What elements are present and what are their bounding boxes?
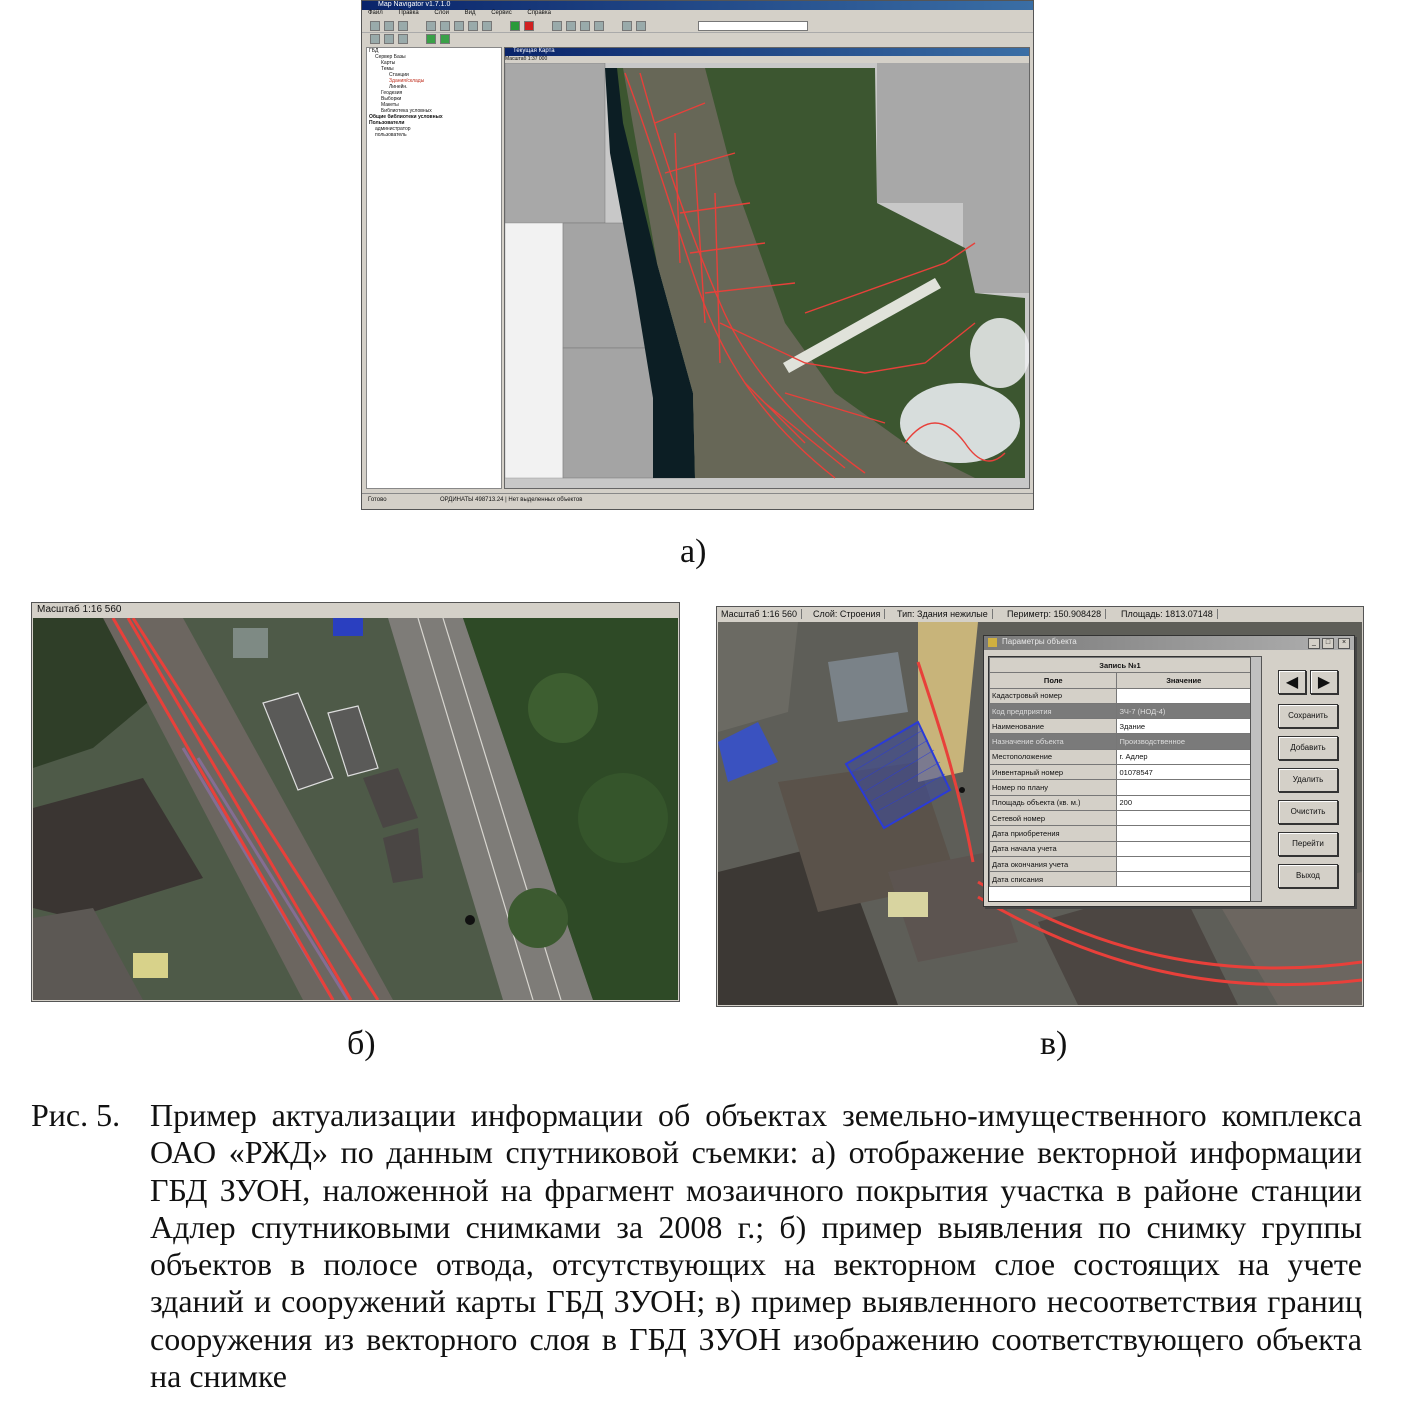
table-row[interactable] xyxy=(990,780,1251,795)
record-title: Запись №1 xyxy=(990,658,1251,673)
status-scale: Масштаб 1:16 560 xyxy=(721,609,802,619)
field-value-input[interactable] xyxy=(1117,826,1251,841)
tree-node[interactable]: Выборки xyxy=(381,96,402,102)
save-icon[interactable] xyxy=(398,21,408,31)
tree-node[interactable]: ГБД xyxy=(369,48,379,54)
field-name: Назначение объекта xyxy=(990,734,1117,749)
field-name: Площадь объекта (кв. м.) xyxy=(990,795,1117,810)
tree-node[interactable]: Карты xyxy=(381,60,396,66)
field-value-input[interactable]: Здание xyxy=(1117,719,1251,734)
zoom-in-icon[interactable] xyxy=(440,21,450,31)
table-row[interactable] xyxy=(990,795,1251,810)
field-value-input[interactable]: г. Адлер xyxy=(1117,749,1251,764)
tree-node[interactable]: Станции xyxy=(389,72,409,78)
map-window-title: Текущая Карта xyxy=(513,48,555,54)
menu-item-file[interactable]: Файл xyxy=(368,10,383,16)
measure-icon[interactable] xyxy=(552,21,562,31)
menu-item-help[interactable]: Справка xyxy=(527,10,551,16)
tree-node[interactable]: администратор xyxy=(375,126,411,132)
tree-collapse-icon[interactable] xyxy=(384,34,394,44)
figure-number: Рис. 5. xyxy=(31,1097,121,1133)
table-row[interactable] xyxy=(990,703,1251,718)
field-name: Кадастровый номер xyxy=(990,688,1117,703)
field-value-input[interactable]: Производственное xyxy=(1117,734,1251,749)
red-dot-icon[interactable] xyxy=(524,21,534,31)
tree-node[interactable]: Общие библиотеки условных xyxy=(369,114,443,120)
screenshot-b-satellite-fragment xyxy=(31,602,680,1002)
map-window-title-bar xyxy=(505,48,1029,56)
app-title: Map Navigator v1.7.1.0 xyxy=(378,1,451,8)
field-value-input[interactable]: 200 xyxy=(1117,795,1251,810)
field-name: Дата окончания учета xyxy=(990,856,1117,871)
menu-item-layers[interactable]: Слои xyxy=(434,10,449,16)
field-name: Местоположение xyxy=(990,749,1117,764)
field-name: Код предприятия xyxy=(990,703,1117,718)
status-coordinates: ОРДИНАТЫ 498713.24 | Нет выделенных объектов xyxy=(440,497,583,503)
label-c: в) xyxy=(1040,1025,1068,1062)
tree-expand-icon[interactable] xyxy=(370,34,380,44)
table-row[interactable] xyxy=(990,810,1251,825)
field-value-input[interactable] xyxy=(1117,872,1251,887)
clear-button[interactable]: Очистить xyxy=(1278,800,1338,824)
zoom-out-icon[interactable] xyxy=(454,21,464,31)
table-row[interactable] xyxy=(990,765,1251,780)
add-button[interactable]: Добавить xyxy=(1278,736,1338,760)
menu-item-view[interactable]: Вид xyxy=(464,10,476,16)
dialog-title-bar xyxy=(984,636,1354,650)
app-title-bar xyxy=(362,1,1033,10)
attribute-grid xyxy=(988,656,1252,902)
map-status-bar xyxy=(717,607,1363,621)
object-parameters-dialog xyxy=(983,635,1355,907)
table-row[interactable] xyxy=(990,688,1251,703)
open-icon[interactable] xyxy=(384,21,394,31)
status-bar xyxy=(362,493,1033,508)
table-row[interactable] xyxy=(990,719,1251,734)
dialog-title: Параметры объекта xyxy=(1002,637,1077,646)
layer-tree[interactable] xyxy=(366,47,502,489)
table-row[interactable] xyxy=(990,826,1251,841)
field-value-input[interactable] xyxy=(1117,780,1251,795)
tree-node[interactable]: Геодезия xyxy=(381,90,403,96)
satellite-map-view[interactable] xyxy=(33,618,678,1000)
status-layer: Слой: Строения xyxy=(813,609,885,619)
new-icon[interactable] xyxy=(370,21,380,31)
column-header-value: Значение xyxy=(1117,673,1251,688)
tree-node[interactable]: Макеты xyxy=(381,102,399,108)
maximize-icon[interactable]: □ xyxy=(1322,638,1334,649)
print-icon[interactable] xyxy=(594,21,604,31)
tree-node[interactable]: Сервер Базы xyxy=(375,54,406,60)
menu-bar xyxy=(362,10,1033,18)
field-value-input[interactable] xyxy=(1117,688,1251,703)
status-perimeter: Периметр: 150.908428 xyxy=(1007,609,1106,619)
field-name: Инвентарный номер xyxy=(990,765,1117,780)
goto-button[interactable]: Перейти xyxy=(1278,832,1338,856)
tree-node[interactable]: пользователь xyxy=(375,132,407,138)
select-icon[interactable] xyxy=(566,21,576,31)
table-row[interactable] xyxy=(990,872,1251,887)
tree-node[interactable]: Библиотека условных xyxy=(381,108,432,114)
table-row[interactable] xyxy=(990,734,1251,749)
column-header-field: Поле xyxy=(990,673,1117,688)
screenshot-c-object-dialog xyxy=(716,606,1364,1007)
table-row[interactable] xyxy=(990,856,1251,871)
exit-button[interactable]: Выход xyxy=(1278,864,1338,888)
tree-node[interactable]: Здания/склады xyxy=(389,78,425,84)
scale-bar xyxy=(32,603,679,617)
secondary-toolbar xyxy=(362,32,502,45)
field-value-input[interactable]: ЗЧ-7 (НОД-4) xyxy=(1117,703,1251,718)
field-name: Сетевой номер xyxy=(990,810,1117,825)
figure-caption: Пример актуализации информации об объектах земельно-имущественного комплекса ОАО «РЖД» по данным спутниковой съемки: а) отображение векторной информации ГБД ЗУОН, наложенной на фрагмент мозаичного покрытия участка в районе станции Адлер спутниковыми снимками за 2008 г.; б) пример выявления по снимку группы объектов в полосе отвода, отсутствующих на векторном слое состоящих на учете зданий и сооружений карты ГБД ЗУОН; в) пример выявленного несоответствия границ сооружения из векторного слоя в ГБД ЗУОН изображению соответствующего объекта на снимке xyxy=(150,1097,1362,1395)
field-name: Дата приобретения xyxy=(990,826,1117,841)
properties-icon[interactable] xyxy=(398,34,408,44)
tree-node[interactable]: Пользователи xyxy=(369,120,405,126)
pause-icon[interactable] xyxy=(440,34,450,44)
layer-icon[interactable] xyxy=(580,21,590,31)
status-area: Площадь: 1813.07148 xyxy=(1121,609,1218,619)
menu-item-edit[interactable]: Правка xyxy=(398,10,419,16)
grid-scrollbar[interactable] xyxy=(1250,656,1262,902)
info-icon[interactable] xyxy=(636,21,646,31)
search-input[interactable] xyxy=(698,21,808,31)
label-b: б) xyxy=(347,1025,376,1062)
table-row[interactable] xyxy=(990,841,1251,856)
minimize-icon[interactable]: _ xyxy=(1308,638,1320,649)
screenshot-a-gis-application xyxy=(361,0,1034,510)
field-name: Дата списания xyxy=(990,872,1117,887)
map-window xyxy=(504,47,1030,489)
field-value-input[interactable]: 01078547 xyxy=(1117,765,1251,780)
pointer-icon[interactable] xyxy=(426,21,436,31)
field-value-input[interactable] xyxy=(1117,856,1251,871)
field-name: Наименование xyxy=(990,719,1117,734)
refresh-icon[interactable] xyxy=(622,21,632,31)
scale-readout: Масштаб 1:16 560 xyxy=(37,604,122,615)
green-dot-icon[interactable] xyxy=(510,21,520,31)
main-toolbar xyxy=(362,18,1033,33)
status-type: Тип: Здания нежилые xyxy=(897,609,993,619)
run-icon[interactable] xyxy=(426,34,436,44)
close-icon[interactable]: × xyxy=(1338,638,1350,649)
app-icon xyxy=(988,638,997,647)
table-row[interactable] xyxy=(990,749,1251,764)
label-a: а) xyxy=(680,533,707,570)
tree-node[interactable]: Линейн. xyxy=(389,84,408,90)
field-value-input[interactable] xyxy=(1117,841,1251,856)
field-value-input[interactable] xyxy=(1117,810,1251,825)
delete-button[interactable]: Удалить xyxy=(1278,768,1338,792)
prev-record-button[interactable]: ◀ xyxy=(1278,670,1306,694)
field-name: Дата начала учета xyxy=(990,841,1117,856)
field-name: Номер по плану xyxy=(990,780,1117,795)
pan-icon[interactable] xyxy=(468,21,478,31)
next-record-button[interactable]: ▶ xyxy=(1310,670,1338,694)
tree-node[interactable]: Темы xyxy=(381,66,394,72)
menu-item-service[interactable]: Сервис xyxy=(491,10,512,16)
mosaic-map-view[interactable] xyxy=(505,63,1029,488)
filter-icon[interactable] xyxy=(482,21,492,31)
status-ready: Готово xyxy=(368,497,387,503)
map-scale-readout: Масштаб 1:37 000 xyxy=(505,56,548,62)
save-button[interactable]: Сохранить xyxy=(1278,704,1338,728)
